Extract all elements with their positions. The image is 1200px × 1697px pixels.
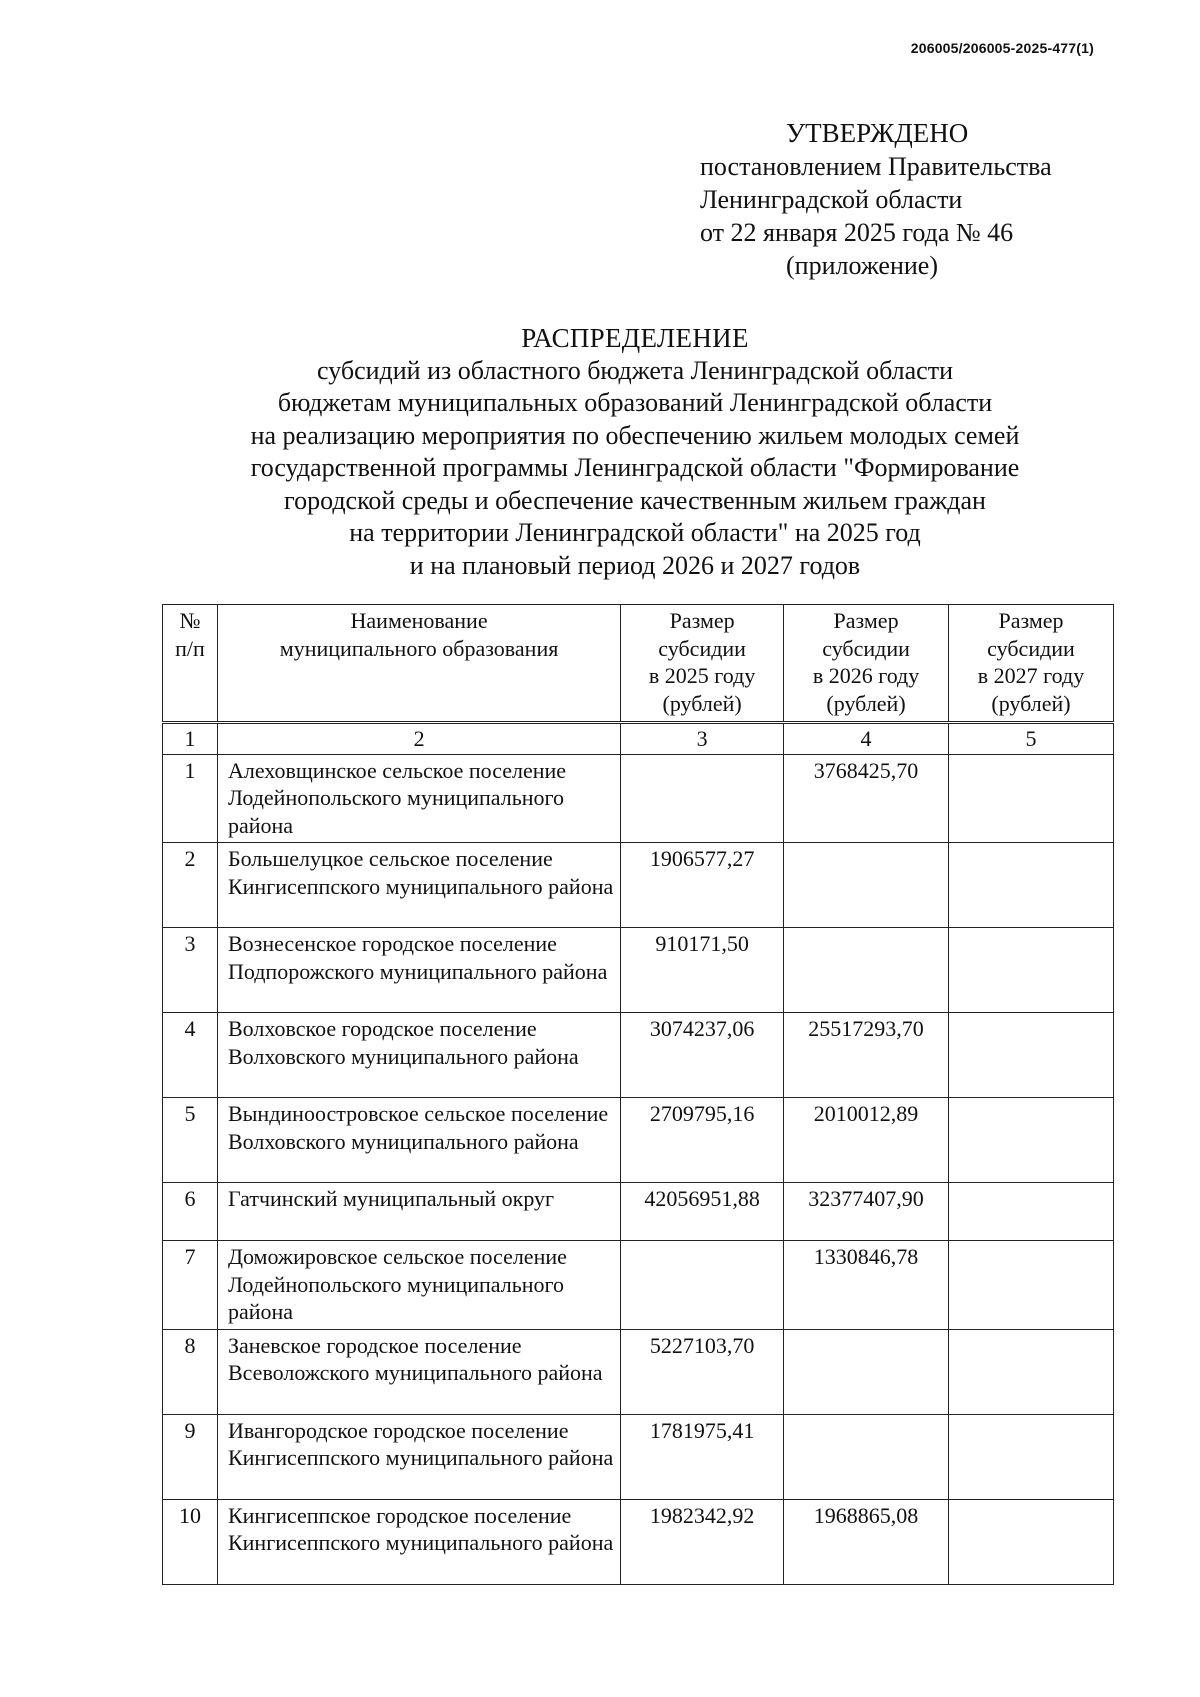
municipality-name: Вындиноостровское сельское поселение Волховского муниципального района [217,1098,620,1183]
subsidy-2027 [949,1499,1114,1584]
table-row [163,1183,1114,1241]
row-number: 9 [163,1414,218,1499]
table-row [163,1499,1114,1584]
title-line: и на плановый период 2026 и 2027 годов [409,550,861,580]
municipality-name: Гатчинский муниципальный округ [217,1183,620,1241]
document-title-block [160,322,1110,582]
title-line: на реализацию мероприятия по обеспечению жильем молодых семей [250,420,1020,450]
column-number: 5 [949,723,1114,755]
title-line: государственной программы Ленинградской области "Формирование [250,453,1020,482]
row-number: 5 [163,1098,218,1183]
subsidy-2025: 910171,50 [621,928,784,1013]
table-header-row [163,605,1114,723]
subsidy-2026 [784,928,949,1013]
municipality-name: Волховское городское поселение Волховского муниципального района [217,1013,620,1098]
column-number: 4 [784,723,949,755]
column-number: 2 [217,723,620,755]
subsidy-2026: 32377407,90 [784,1183,949,1241]
subsidy-2027 [949,754,1114,843]
row-number: 7 [163,1241,218,1330]
header-municipality: Наименование муниципального образования [217,605,620,723]
subsidy-2027 [949,1098,1114,1183]
subsidy-2026 [784,1414,949,1499]
column-number-row [163,723,1114,755]
row-number: 2 [163,843,218,928]
header-2025: Размер субсидии в 2025 году (рублей) [621,605,784,723]
table-row [163,1098,1114,1183]
row-number: 4 [163,1013,218,1098]
table-row [163,843,1114,928]
subsidy-2027 [949,1013,1114,1098]
table-row [163,754,1114,843]
table-row [163,928,1114,1013]
table-row [163,1013,1114,1098]
approval-stamp-block [700,117,1100,282]
municipality-name: Кингисеппское городское поселение Кингисеппского муниципального района [217,1499,620,1584]
header-2026: Размер субсидии в 2026 году (рублей) [784,605,949,723]
municipality-name: Доможировское сельское поселение Лодейнопольского муниципального района [217,1241,620,1330]
subsidy-2026: 1968865,08 [784,1499,949,1584]
approval-line-2: Ленинградской области [700,185,963,214]
subsidy-2027 [949,1241,1114,1330]
subsidy-2026: 25517293,70 [784,1013,949,1098]
subsidy-2026 [784,843,949,928]
subsidy-2026: 1330846,78 [784,1241,949,1330]
row-number: 1 [163,754,218,843]
header-number: № п/п [163,605,218,723]
municipality-name: Алеховщинское сельское поселение Лодейнопольского муниципального района [217,754,620,843]
approval-line-3: от 22 января 2025 года № 46 [700,218,1014,247]
municipality-name: Заневское городское поселение Всеволожского муниципального района [217,1329,620,1414]
title-line: субсидий из областного бюджета Ленинградской области [317,355,953,385]
title-line: городской среды и обеспечение качественным жильем граждан [284,485,986,515]
subsidy-2027 [949,843,1114,928]
row-number: 6 [163,1183,218,1241]
subsidy-2027 [949,928,1114,1013]
subsidy-2027 [949,1329,1114,1414]
municipality-name: Большелуцкое сельское поселение Кингисеппского муниципального района [217,843,620,928]
approved-heading: УТВЕРЖДЕНО [786,118,969,148]
subsidy-2025: 5227103,70 [621,1329,784,1414]
table-row [163,1241,1114,1330]
subsidy-2027 [949,1414,1114,1499]
appendix-label: (приложение) [786,251,939,280]
subsidy-2025: 2709795,16 [621,1098,784,1183]
subsidies-table [162,604,1114,1585]
document-id: 206005/206005-2025-477(1) [910,40,1094,56]
subsidy-2025: 1781975,41 [621,1414,784,1499]
subsidy-2025 [621,754,784,843]
row-number: 8 [163,1329,218,1414]
subsidy-2025: 1982342,92 [621,1499,784,1584]
subsidy-2025: 1906577,27 [621,843,784,928]
municipality-name: Вознесенское городское поселение Подпорожского муниципального района [217,928,620,1013]
subsidy-2025 [621,1241,784,1330]
header-2027: Размер субсидии в 2027 году (рублей) [949,605,1114,723]
column-number: 1 [163,723,218,755]
municipality-name: Ивангородское городское поселение Кингисеппского муниципального района [217,1414,620,1499]
column-number: 3 [621,723,784,755]
subsidy-2026: 2010012,89 [784,1098,949,1183]
table-row [163,1329,1114,1414]
title-line: на территории Ленинградской области" на 2025 год [349,518,921,547]
title-line: бюджетам муниципальных образований Ленинградской области [277,388,993,417]
subsidy-2026: 3768425,70 [784,754,949,843]
subsidy-2027 [949,1183,1114,1241]
table-row [163,1414,1114,1499]
subsidy-2025: 42056951,88 [621,1183,784,1241]
subsidy-2025: 3074237,06 [621,1013,784,1098]
row-number: 10 [163,1499,218,1584]
approval-line-1: постановлением Правительства [700,152,1052,181]
row-number: 3 [163,928,218,1013]
document-title: РАСПРЕДЕЛЕНИЕ [521,323,749,353]
subsidy-2026 [784,1329,949,1414]
